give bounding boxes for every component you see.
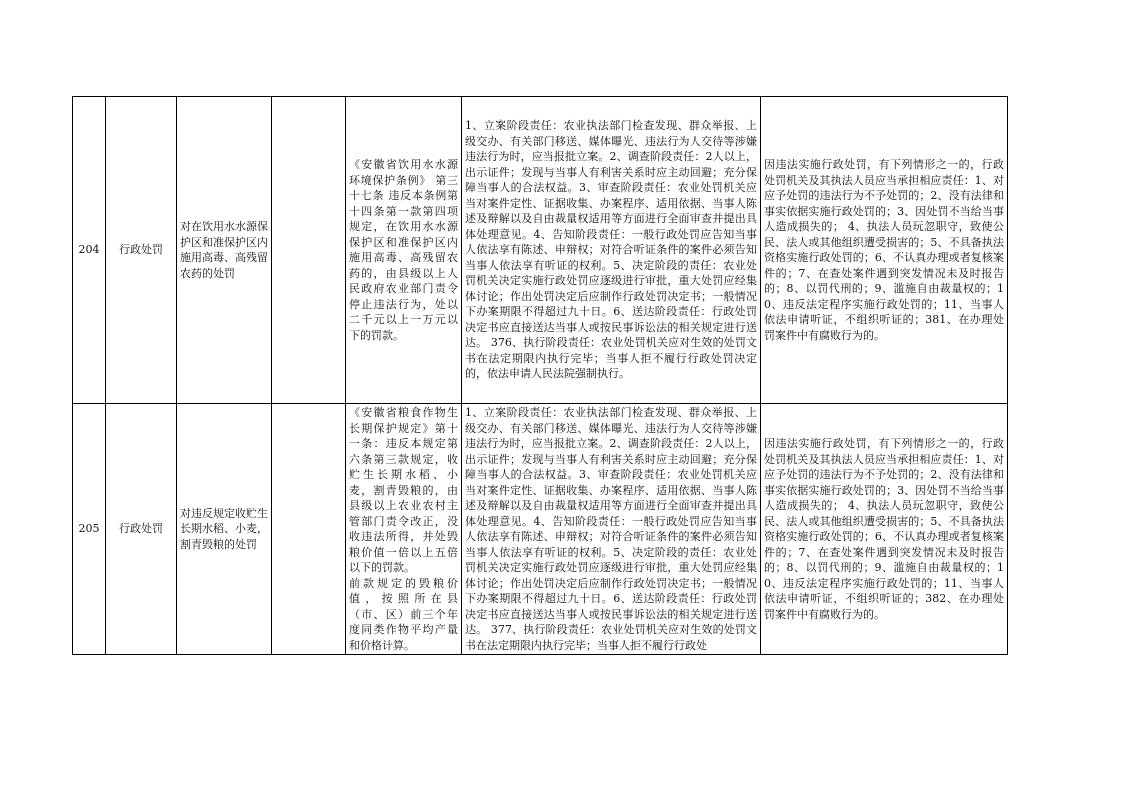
row-number: 204 (73, 97, 106, 404)
sub-item-cell (272, 97, 346, 404)
table-row (73, 97, 1008, 404)
sub-item-cell (272, 404, 346, 655)
row-number: 205 (73, 404, 106, 655)
table-row (73, 404, 1008, 655)
legal-basis: 《安徽省粮食作物生长期保护规定》第十一条：违反本规定第六条第三款规定，收贮生长期水稻、小麦，割青毁粮的，由县级以上农业农村主管部门责令改正，没收违法所得，并处毁粮价值一倍以上五倍以下的罚款。 前款规定的毁粮价值，按照所在县（市、区）前三个年度同类作物平均产量和价格计算。 (346, 404, 462, 655)
power-list-table (72, 96, 1008, 655)
legal-basis: 《安徽省饮用水水源环境保护条例》 第三十七条 违反本条例第十四条第一款第四项规定，在饮用水水源保护区和准保护区内施用高毒、高残留农药的，由县级以上人民政府农业部门责令停止违法行为，处以二千元以上一万元以下的罚款。 (346, 97, 462, 404)
responsibility-text: 1、立案阶段责任：农业执法部门检查发现、群众举报、上级交办、有关部门移送、媒体曝光、违法行为人交待等涉嫌违法行为时，应当报批立案。2、调查阶段责任：2人以上，出示证件；发现与当事人有利害关系时应主动回避；充分保障当事人的合法权益。3、审查阶段责任：农业处罚机关应当对案件定性、证据收集、办案程序、适用依据、当事人陈述及辩解以及自由裁量权适用等方面进行全面审查并提出具体处理意见。4、告知阶段责任：一般行政处罚应告知当事人依法享有陈述、申辩权；对符合听证条件的案件必须告知当事人依法享有听证的权利。5、决定阶段的责任：农业处罚机关决定实施行政处罚应逐级进行审批，重大处罚应经集体讨论；作出处罚决定后应制作行政处罚决定书；一般情况下办案期限不得超过九十日。6、送达阶段责任：行政处罚决定书应直接送达当事人或按民事诉讼法的相关规定进行送达。 376、执行阶段责任：农业处罚机关应对生效的处罚文书在法定期限内执行完毕；当事人拒不履行行政处罚决定的，依法申请人民法院强制执行。 (462, 97, 761, 404)
accountability-text: 因违法实施行政处罚，有下列情形之一的，行政处罚机关及其执法人员应当承担相应责任：1、对应予处罚的违法行为不予处罚的；2、没有法律和事实依据实施行政处罚的；3、因处罚不当给当事人造成损失的； 4、执法人员玩忽职守，致使公民、法人或其他组织遭受损害的；5、不具备执法资格实施行政处罚的；6、不认真办理或者复核案件的；7、在查处案件遇到突发情况未及时报告的；8、以罚代刑的；9、滥施自由裁量权的；10、违反法定程序实施行政处罚的；11、当事人依法申请听证，不组织听证的；381、在办理处罚案件中有腐败行为的。 (761, 97, 1008, 404)
power-item-name: 对在饮用水水源保护区和准保护区内施用高毒、高残留农药的处罚 (177, 97, 272, 404)
power-item-name: 对违反规定收贮生长期水稻、小麦，割青毁粮的处罚 (177, 404, 272, 655)
power-category: 行政处罚 (106, 404, 177, 655)
responsibility-text-content: 1、立案阶段责任：农业执法部门检查发现、群众举报、上级交办、有关部门移送、媒体曝光、违法行为人交待等涉嫌违法行为时，应当报批立案。2、调查阶段责任：2人以上，出示证件；发现与当事人有利害关系时应主动回避；充分保障当事人的合法权益。3、审查阶段责任：农业处罚机关应当对案件定性、证据收集、办案程序、适用依据、当事人陈述及辩解以及自由裁量权适用等方面进行全面审查并提出具体处理意见。4、告知阶段责任：一般行政处罚应告知当事人依法享有陈述、申辩权；对符合听证条件的案件必须告知当事人依法享有听证的权利。5、决定阶段的责任：农业处罚机关决定实施行政处罚应逐级进行审批，重大处罚应经集体讨论；作出处罚决定后应制作行政处罚决定书；一般情况下办案期限不得超过九十日。6、送达阶段责任：行政处罚决定书应直接送达当事人或按民事诉讼法的相关规定进行送达。 377、执行阶段责任：农业处罚机关应对生效的处罚文书在法定期限内执行完毕；当事人拒不履行行政处 (465, 406, 757, 652)
power-category: 行政处罚 (106, 97, 177, 404)
responsibility-text (462, 404, 761, 655)
accountability-text: 因违法实施行政处罚，有下列情形之一的，行政处罚机关及其执法人员应当承担相应责任：1、对应予处罚的违法行为不予处罚的；2、没有法律和事实依据实施行政处罚的；3、因处罚不当给当事人造成损失的； 4、执法人员玩忽职守，致使公民、法人或其他组织遭受损害的；5、不具备执法资格实施行政处罚的；6、不认真办理或者复核案件的；7、在查处案件遇到突发情况未及时报告的；8、以罚代刑的；9、滥施自由裁量权的；10、违反法定程序实施行政处罚的；11、当事人依法申请听证，不组织听证的；382、在办理处罚案件中有腐败行为的。 (761, 404, 1008, 655)
